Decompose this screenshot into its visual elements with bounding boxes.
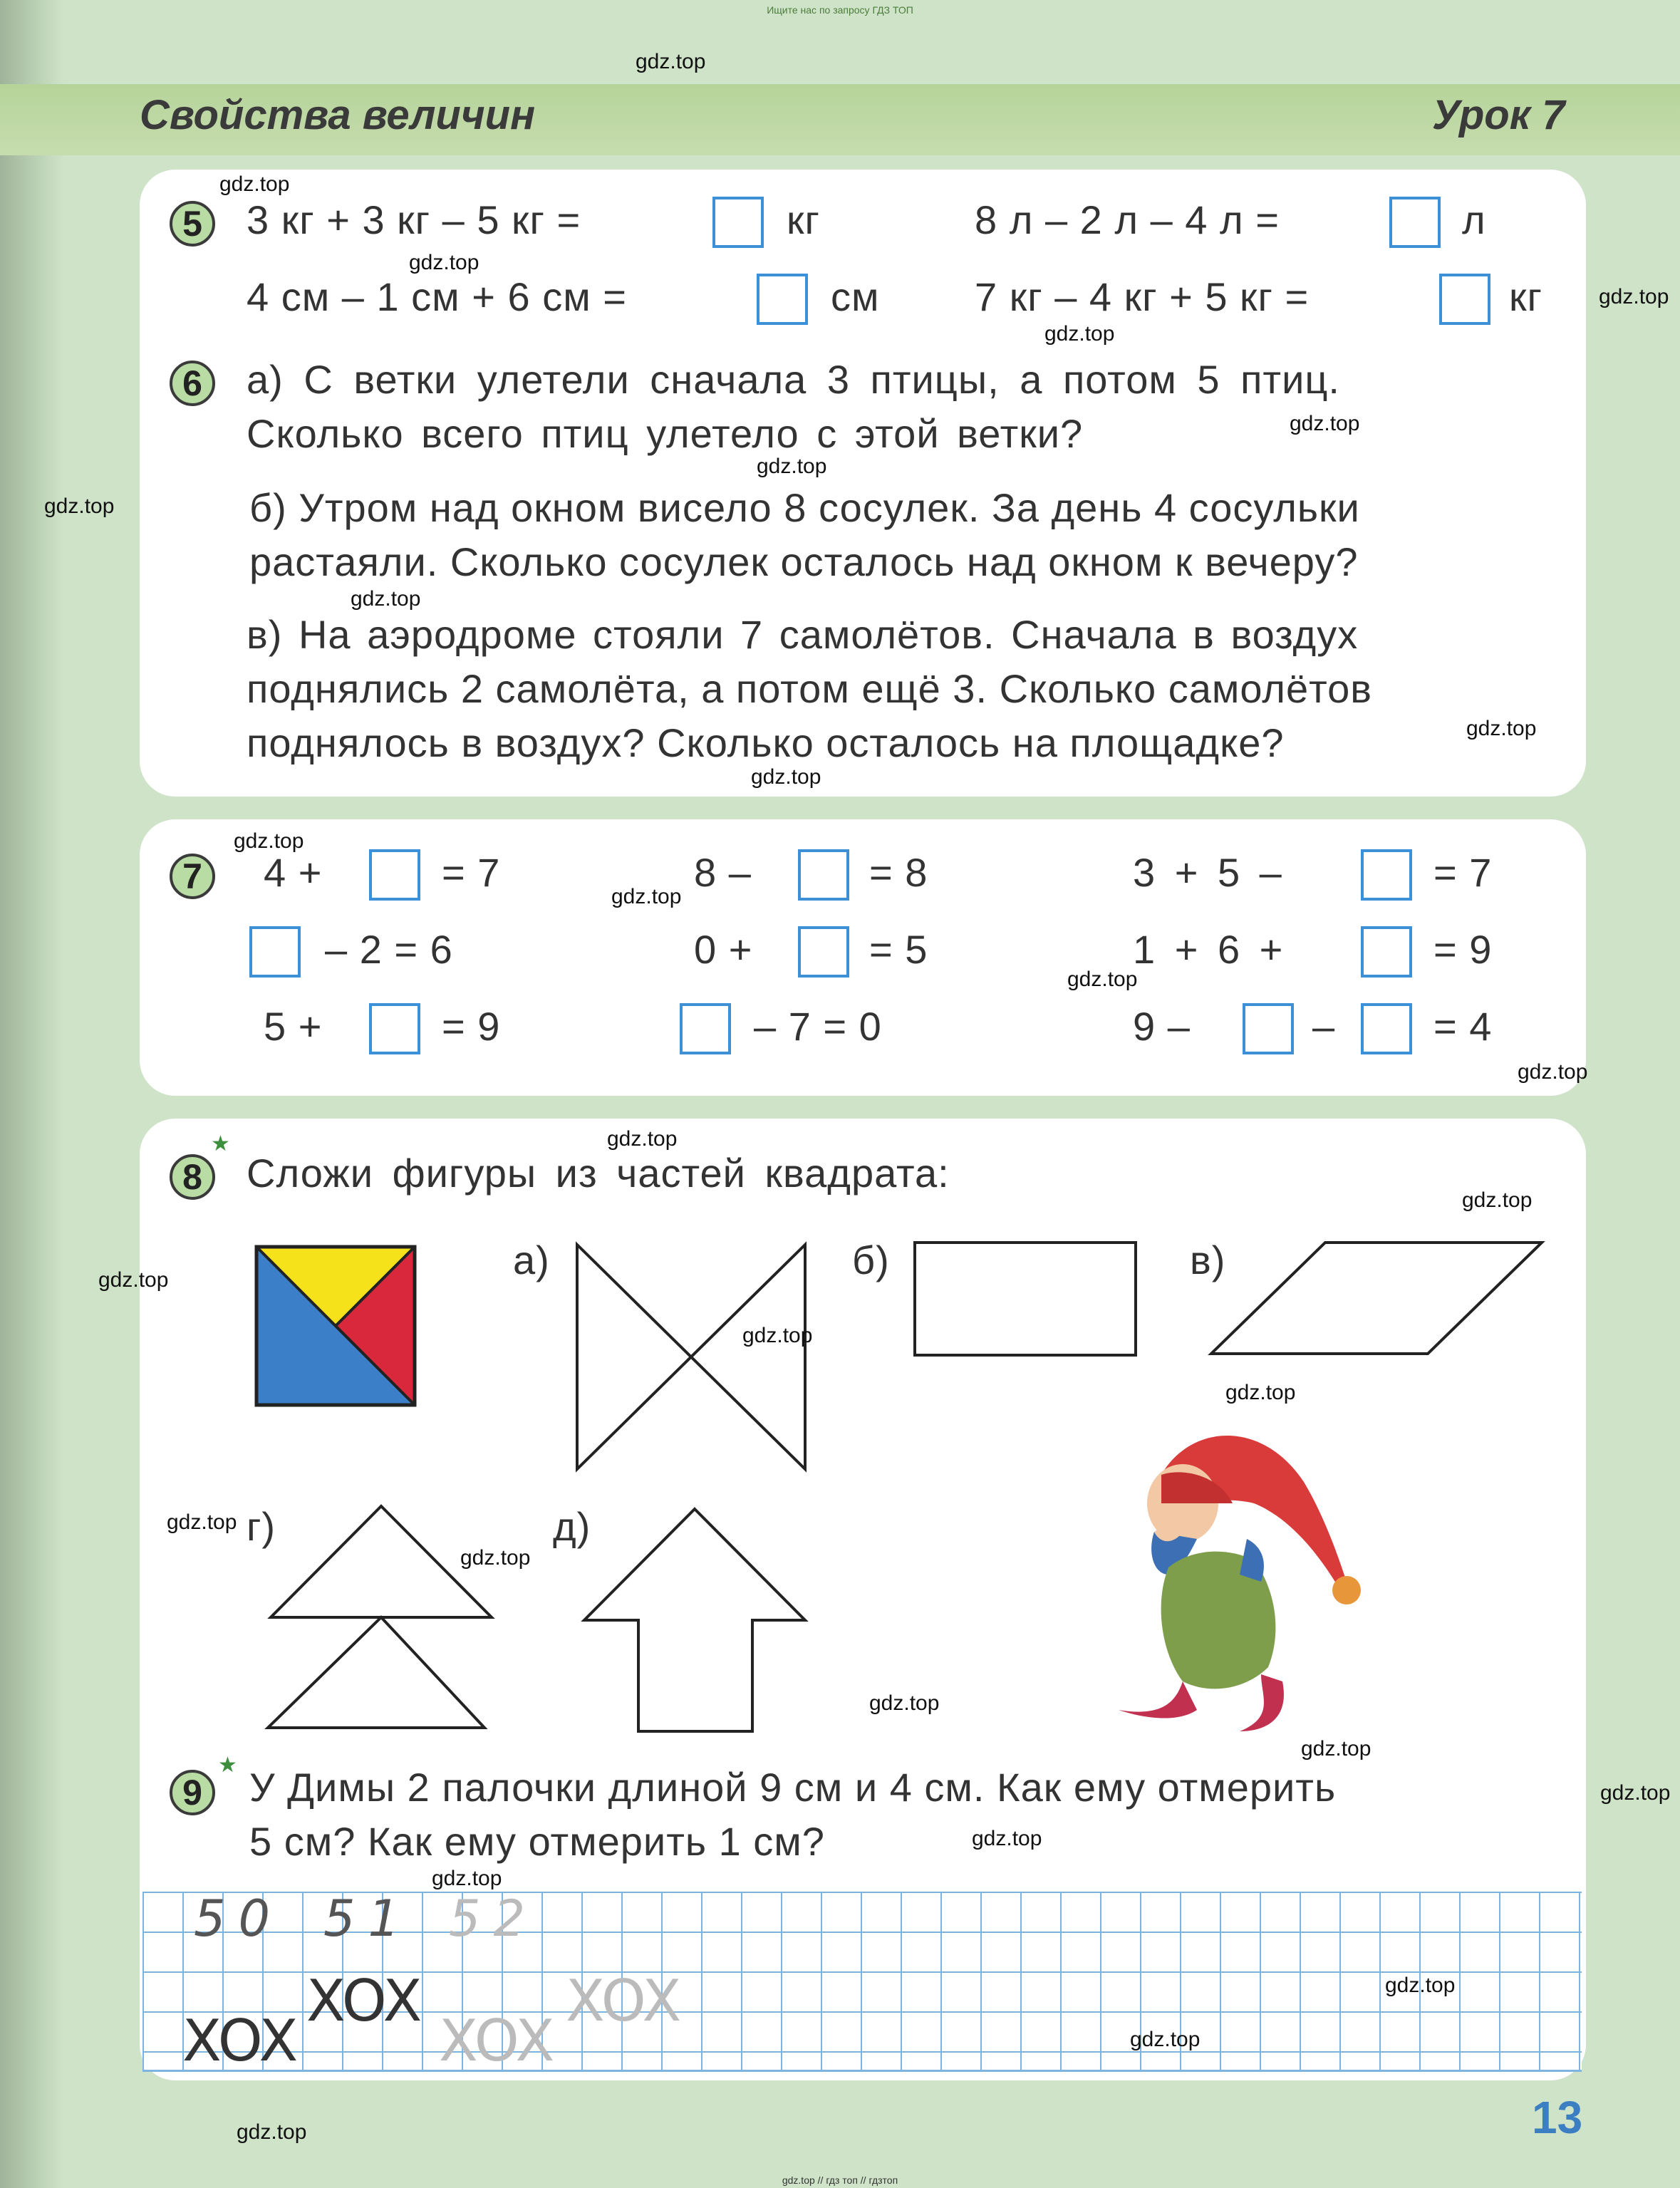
watermark: gdz.top [607,1127,678,1151]
copybook-pattern-3: XOX [182,2008,299,2074]
gnome-illustration [1076,1396,1361,1738]
tangram-square [254,1244,418,1408]
star-icon: ★ [218,1753,237,1777]
task5-unit-2: л [1462,197,1486,242]
watermark: gdz.top [460,1546,531,1570]
task7-eq5-right: = 5 [869,927,928,972]
watermark: gdz.top [757,455,827,478]
lesson-label: Урок 7 [1432,92,1565,138]
task-number-7: 7 [170,854,215,899]
task5-expr-2: 8 л – 2 л – 4 л = [975,197,1280,242]
watermark: gdz.top [1067,968,1138,991]
task5-expr-1: 3 кг + 3 кг – 5 кг = [247,197,581,242]
bottom-note: gdz.top // гдз топ // гдзтоп [782,2174,898,2186]
watermark: gdz.top [751,765,821,789]
task7-eq9-mid: – [1312,1004,1336,1049]
task7-eq9-right: = 4 [1433,1004,1493,1049]
answer-box[interactable] [369,849,420,901]
task7-eq4-right: = 8 [869,850,928,895]
task-number-6: 6 [170,361,215,406]
task7-eq2: – 2 = 6 [325,927,453,972]
figure-b-rectangle [912,1240,1140,1361]
task9-line2: 5 см? Как ему отмерить 1 см? [249,1819,825,1864]
watermark: gdz.top [1225,1381,1296,1404]
answer-box[interactable] [249,926,301,978]
watermark: gdz.top [1130,2028,1201,2051]
copybook-number-51: 51 [323,1889,413,1948]
figure-v-parallelogram [1207,1240,1549,1361]
watermark: gdz.top [1462,1188,1533,1212]
task5-expr-4: 7 кг – 4 кг + 5 кг = [975,274,1310,319]
page-number: 13 [1532,2092,1583,2143]
task7-eq3-right: = 9 [442,1004,501,1049]
watermark: gdz.top [1599,285,1669,309]
task7-eq6: – 7 = 0 [754,1004,882,1049]
copybook-pattern-4: XOX [439,2008,555,2074]
watermark: gdz.top [219,172,290,196]
task7-eq1-left: 4 + [264,850,323,895]
watermark: gdz.top [44,494,115,518]
figure-g-triangles [264,1503,499,1731]
label-g: г) [247,1504,276,1549]
watermark: gdz.top [869,1691,940,1715]
task6-c-line2: поднялись 2 самолёта, а потом ещё 3. Сколько самолётов [247,666,1373,711]
copybook-pattern-1: XOX [306,1968,422,2034]
copybook-pattern-2: XOX [566,1968,682,2034]
answer-box[interactable] [798,849,849,901]
answer-box[interactable] [1361,849,1412,901]
task7-eq8-left: 1 + 6 + [1133,927,1284,972]
task7-eq4-left: 8 – [694,850,752,895]
watermark: gdz.top [1301,1737,1372,1761]
task9-line1: У Димы 2 палочки длиной 9 см и 4 см. Как ему отмерить [249,1765,1337,1810]
task-number-9: 9 [170,1770,215,1815]
watermark: gdz.top [167,1510,237,1534]
label-v: в) [1190,1238,1226,1282]
answer-box[interactable] [1361,926,1412,978]
watermark: gdz.top [1466,717,1537,740]
copybook-number-50: 50 [194,1889,284,1948]
top-note: Ищите нас по запросу ГДЗ ТОП [767,4,913,16]
watermark: gdz.top [742,1324,813,1347]
task8-text: Сложи фигуры из частей квадрата: [247,1151,950,1196]
answer-box[interactable] [1361,1003,1412,1054]
answer-box[interactable] [369,1003,420,1054]
watermark: gdz.top [1290,412,1360,435]
watermark: gdz.top [1518,1060,1588,1084]
task6-b-line2: растаяли. Сколько сосулек осталось над окном к вечеру? [249,539,1359,584]
answer-box[interactable] [712,197,764,248]
task6-c-line1: в) На аэродроме стояли 7 самолётов. Сначала в воздух [247,612,1359,657]
page-title: Свойства величин [140,92,536,138]
task6-b-line1: б) Утром над окном висело 8 сосулек. За день 4 сосульки [249,485,1360,530]
task5-unit-4: кг [1509,274,1542,319]
task5-unit-1: кг [787,197,820,242]
watermark: gdz.top [432,1867,502,1890]
task7-eq5-left: 0 + [694,927,753,972]
watermark: gdz.top [636,50,706,73]
task6-c-line3: поднялось в воздух? Сколько осталось на площадке? [247,720,1285,765]
answer-box[interactable] [757,274,808,325]
watermark: gdz.top [1044,322,1115,346]
star-icon: ★ [211,1132,230,1156]
watermark: gdz.top [351,587,421,611]
task-number-5: 5 [170,201,215,247]
task6-a-line2: Сколько всего птиц улетело с этой ветки? [247,411,1084,456]
answer-box[interactable] [1243,1003,1294,1054]
watermark: gdz.top [98,1268,169,1292]
watermark: gdz.top [1385,1974,1456,1997]
label-d: д) [553,1504,591,1549]
task7-eq7-right: = 7 [1433,850,1493,895]
figure-a-bowtie [570,1241,819,1476]
task7-eq7-left: 3 + 5 – [1133,850,1282,895]
task-number-8: 8 [170,1154,215,1200]
task5-expr-3: 4 см – 1 см + 6 см = [247,274,627,319]
watermark: gdz.top [972,1827,1042,1850]
task7-eq1-right: = 7 [442,850,501,895]
copybook-number-52: 52 [449,1889,539,1948]
figure-d-arrow [577,1506,812,1734]
task7-eq9-left: 9 – [1133,1004,1191,1049]
watermark: gdz.top [1600,1781,1671,1805]
task6-a-line1: а) С ветки улетели сначала 3 птицы, а потом 5 птиц. [247,357,1340,402]
answer-box[interactable] [798,926,849,978]
answer-box[interactable] [1439,274,1490,325]
label-b: б) [852,1238,890,1282]
watermark: gdz.top [611,885,682,908]
watermark: gdz.top [234,829,304,853]
watermark: gdz.top [409,251,479,274]
page-spine [0,0,64,2188]
task5-unit-3: см [831,274,880,319]
task7-eq3-left: 5 + [264,1004,323,1049]
label-a: а) [513,1238,550,1282]
task7-eq8-right: = 9 [1433,927,1493,972]
answer-box[interactable] [680,1003,731,1054]
answer-box[interactable] [1389,197,1441,248]
watermark: gdz.top [237,2120,307,2144]
